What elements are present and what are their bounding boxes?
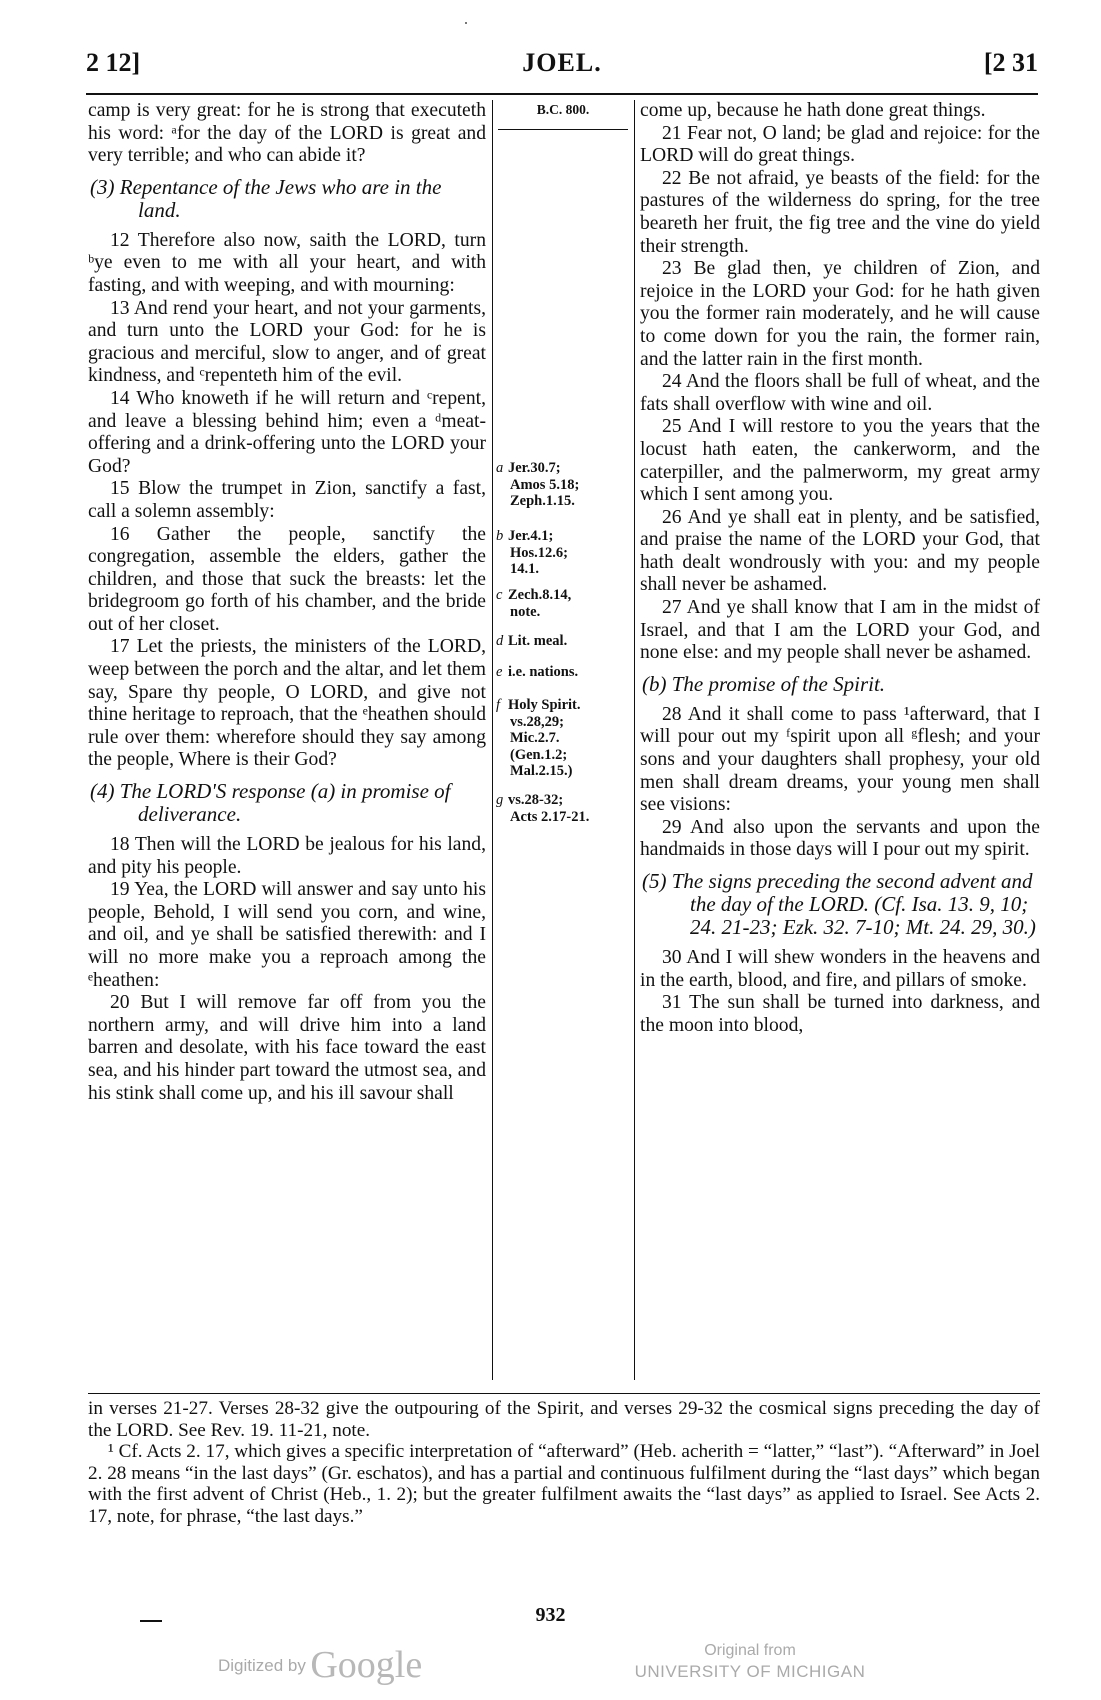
- verse-paragraph: 15 Blow the trumpet in Zion, sanctify a fast, call a solemn assembly:: [88, 478, 486, 522]
- verse-paragraph: 22 Be not afraid, ye beasts of the field: for the pastures of the wilderness do spring, for the tree beareth her fruit, the fig tree and the vine do yield their strength.: [640, 167, 1040, 257]
- footnote: ¹ Cf. Acts 2. 17, which gives a specific interpretation of “afterward” (Heb. acherith = “latter,” “last”). “Afterward” in Joel 2. 28 means “in the last days” (Gr. eschatos), and has a partial and continuous fulfilment during the “last days” which began with the first advent of Christ (Heb., 1. 2); but the greater fulfilment awaits the “last days” as applied to Israel. See Acts 2. 17, note, for phrase, “the last days.”: [88, 1441, 1040, 1527]
- verse-paragraph: 17 Let the priests, the ministers of the LORD, weep between the porch and the altar, and let them say, Spare thy people, O LORD, and give not thine heritage to reproach, that the ᵉheathen should rule over them: wherefore should they say among the people, Where is their God?: [88, 636, 486, 771]
- verse-paragraph: 30 And I will shew wonders in the heavens and in the earth, blood, and fire, and pillars of smoke.: [640, 947, 1040, 991]
- marginal-note: [496, 587, 630, 620]
- verse-paragraph: 12 Therefore also now, saith the LORD, turn ᵇye even to me with all your heart, and with fasting, and with weeping, and with mourning:: [88, 229, 486, 296]
- verse-paragraph: 19 Yea, the LORD will answer and say unto his people, Behold, I will send you corn, and wine, and oil, and ye shall be satisfied therewith: and I will no more make you a reproach among the ᵉheathen:: [88, 879, 486, 991]
- footnotes: [88, 1398, 1040, 1527]
- header-rule: [86, 93, 1038, 95]
- note-line: Lit. meal.: [508, 633, 568, 649]
- section-heading: (5) The signs preceding the second advent and the day of the LORD. (Cf. Isa. 13. 9, 10; 24. 21-23; Ezk. 32. 7-10; Mt. 24. 29, 30.): [642, 869, 1036, 939]
- section-heading: (4) The LORD'S response (a) in promise of deliverance.: [90, 779, 451, 827]
- note-line: 14.1.: [510, 561, 539, 577]
- column-divider-left: [492, 100, 493, 1380]
- verse-paragraph: 14 Who knoweth if he will return and ᶜrepent, and leave a blessing behind him; even a ᵈmeat-offering and a drink-offering unto the LORD your God?: [88, 387, 486, 477]
- google-logo: Google: [310, 1644, 423, 1686]
- original-from-watermark: [620, 1640, 880, 1682]
- section-heading: (3) Repentance of the Jews who are in the land.: [90, 174, 442, 222]
- marginal-note: [496, 697, 630, 780]
- date-rule: [498, 129, 628, 130]
- marginal-note: [496, 460, 630, 510]
- note-key: a: [496, 460, 504, 476]
- note-key: c: [496, 587, 503, 603]
- verse-paragraph: 28 And it shall come to pass ¹afterward, that I will pour out my ᶠspirit upon all ᵍflesh; and your sons and your daughters shall prophesy, your old men shall dream dreams, your young men shall see visions:: [640, 703, 1040, 816]
- marginal-note: [496, 664, 630, 681]
- verse-paragraph: 27 And ye shall know that I am in the midst of Israel, and that I am the LORD your God, and none else: and my people shall never be ashamed.: [640, 597, 1040, 664]
- note-line: vs.28,29;: [510, 713, 564, 730]
- marginal-note: [496, 792, 630, 825]
- original-line2: UNIVERSITY OF MICHIGAN: [634, 1662, 866, 1681]
- note-line: Holy Spirit.: [508, 697, 581, 713]
- marginal-note: [496, 528, 630, 578]
- note-line: Mic.2.7.: [510, 730, 560, 746]
- header-right-reference: [2 31: [983, 48, 1038, 77]
- verse-paragraph: 26 And ye shall eat in plenty, and be satisfied, and praise the name of the LORD your God, that hath dealt wondrously with you: and my people shall never be ashamed.: [640, 506, 1040, 596]
- date-label: B.C. 800.: [536, 102, 590, 117]
- note-key: f: [496, 697, 501, 713]
- book-title: JOEL.: [522, 48, 602, 77]
- marginal-references-column: [496, 100, 630, 825]
- note-line: Zeph.1.15.: [510, 493, 575, 509]
- column-divider-right: [634, 100, 635, 1380]
- note-line: note.: [510, 603, 541, 620]
- verse-paragraph: 20 But I will remove far off from you the northern army, and will drive him into a land barren and desolate, with his face toward the east sea, and his hinder part toward the utmost sea, and his stink shall come up, and his ill savour shall: [88, 992, 486, 1104]
- verse-paragraph: 24 And the floors shall be full of wheat, and the fats shall overflow with wine and oil.: [640, 371, 1040, 415]
- note-line: Hos.12.6;: [510, 544, 568, 561]
- footnote-continuation: in verses 21-27. Verses 28-32 give the outpouring of the Spirit, and verses 29-32 the cosmical signs preceding the day of the LORD. See Rev. 19. 11-21, note.: [88, 1398, 1040, 1441]
- footnote-rule: [88, 1393, 1040, 1394]
- page-number: 932: [535, 1604, 566, 1626]
- note-key: e: [496, 664, 503, 680]
- section-heading: (b) The promise of the Spirit.: [642, 671, 886, 696]
- note-line: Amos 5.18;: [510, 476, 580, 493]
- verse-paragraph: 16 Gather the people, sanctify the congregation, assemble the elders, gather the children, and those that suck the breasts: let the bridegroom go forth of his chamber, and the bride out of her closet.: [88, 523, 486, 635]
- margin-dash: [140, 1620, 162, 1622]
- dust-speck: [465, 22, 467, 24]
- digitized-by-watermark: [218, 1643, 422, 1687]
- note-line: Acts 2.17-21.: [510, 808, 590, 825]
- original-line1: Original from: [704, 1642, 796, 1659]
- verse-paragraph: 13 And rend your heart, and not your garments, and turn unto the LORD your God: for he is gracious and merciful, slow to anger, and of great kindness, and ᶜrepenteth him of the evil.: [88, 297, 486, 387]
- verse-paragraph: 25 And I will restore to you the years that the locust hath eaten, the cankerworm, and the caterpiller, and the palmerworm, my great army which I sent among you.: [640, 416, 1040, 506]
- note-key: g: [496, 792, 504, 808]
- verse-paragraph: 31 The sun shall be turned into darkness, and the moon into blood,: [640, 992, 1040, 1036]
- note-key: b: [496, 528, 504, 544]
- verse-paragraph: 18 Then will the LORD be jealous for his land, and pity his people.: [88, 834, 486, 878]
- note-line: Jer.4.1;: [508, 528, 554, 544]
- header-left-reference: 2 12]: [86, 48, 141, 77]
- note-line: Zech.8.14,: [508, 587, 572, 603]
- verse-paragraph: 21 Fear not, O land; be glad and rejoice: for the LORD will do great things.: [640, 122, 1040, 167]
- note-line: Mal.2.15.): [510, 763, 573, 779]
- continued-text: camp is very great: for he is strong that executeth his word: ᵃfor the day of the LORD is great and very terrible; and who can abide it?: [88, 100, 486, 167]
- note-line: vs.28-32;: [508, 792, 564, 808]
- note-line: (Gen.1.2;: [510, 746, 568, 763]
- marginal-note: [496, 633, 630, 650]
- note-line: i.e. nations.: [508, 664, 579, 680]
- continued-text: come up, because he hath done great things.: [640, 100, 986, 121]
- verse-paragraph: 23 Be glad then, ye children of Zion, and rejoice in the LORD your God: for he hath given you the former rain moderately, and he will cause to come down for you the rain, the former rain, and the latter rain in the first month.: [640, 258, 1040, 370]
- left-text-column: [88, 100, 486, 1105]
- running-header: [86, 48, 1038, 88]
- right-text-column: [640, 100, 1040, 1037]
- note-key: d: [496, 633, 504, 649]
- verse-paragraph: 29 And also upon the servants and upon the handmaids in those days will I pour out my spirit.: [640, 816, 1040, 861]
- note-line: Jer.30.7;: [508, 460, 561, 476]
- digitized-prefix: Digitized by: [218, 1656, 306, 1675]
